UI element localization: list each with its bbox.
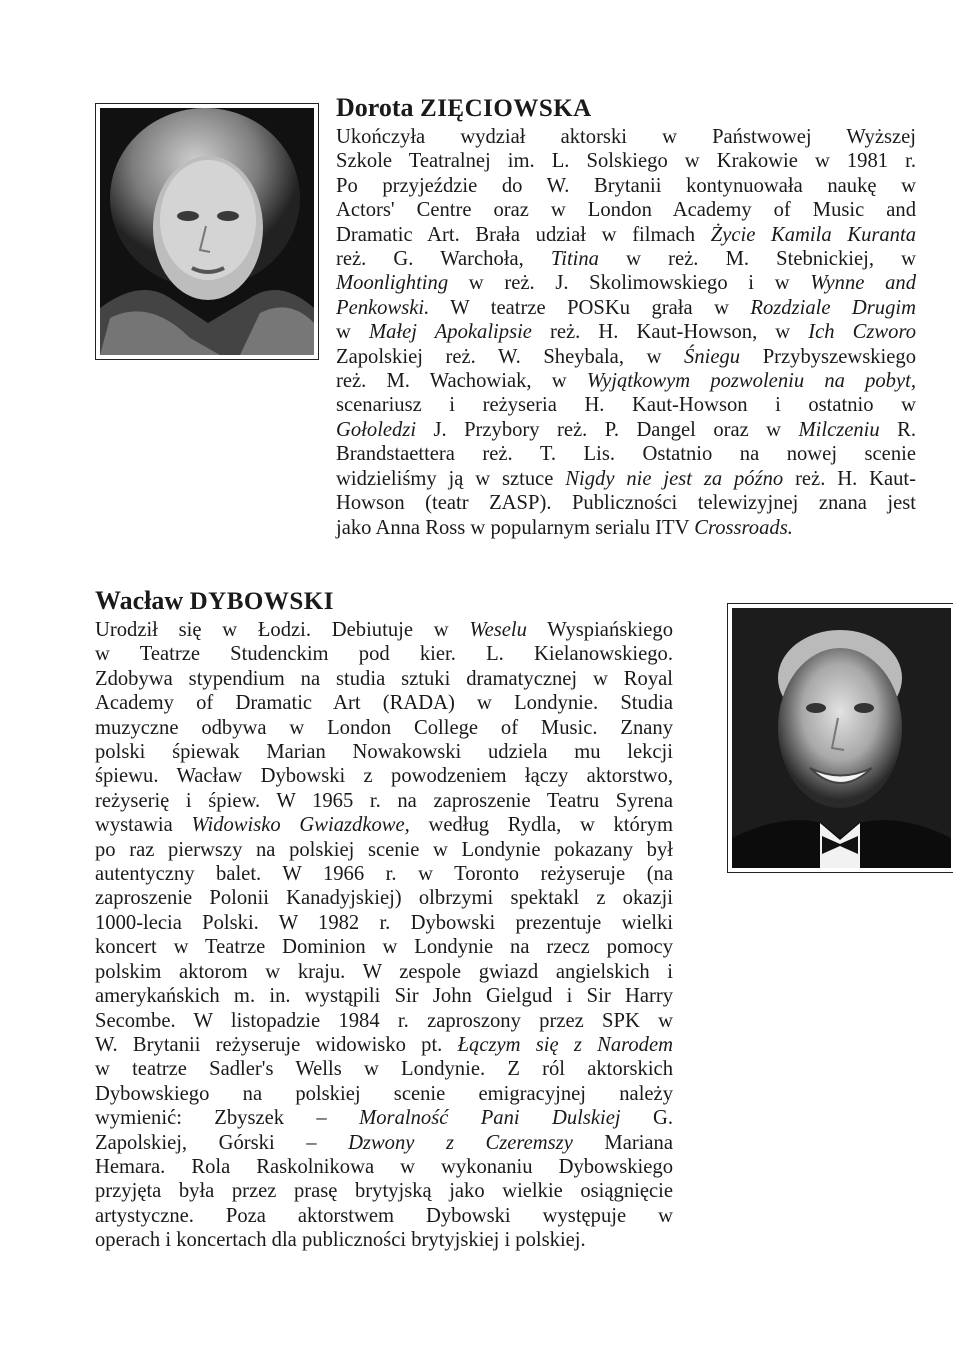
text-segment: Dramatic Art. Brała udział w filmach (336, 223, 711, 246)
bio-text-line (336, 516, 916, 540)
bio-text-line (336, 125, 916, 149)
title-italic: Crossroads. (694, 516, 793, 539)
title-italic: Wyjątkowym pozwoleniu na pobyt, (586, 370, 916, 393)
bio-text-line (95, 1082, 673, 1106)
bio-text-line (336, 442, 916, 466)
bio-text-line (95, 1131, 673, 1155)
text-segment: Secombe. W listopadzie 1984 r. zaproszony przez SPK w (95, 1009, 673, 1032)
bio-text-line (336, 223, 916, 247)
title-italic: Titina (550, 248, 599, 271)
text-segment: Urodził się w Łodzi. Debiutuje w (95, 619, 470, 641)
bio-text-line (95, 1179, 673, 1203)
text-segment: scenariusz i reżyseria H. Kaut-Howson i ostatnio w (336, 394, 916, 417)
bio-dorota-ziieciowska (336, 92, 916, 540)
text-segment: artystyczne. Poza aktorstwem Dybowski występuje w (95, 1204, 673, 1227)
bio-text-line (95, 716, 673, 740)
text-segment: Szkole Teatralnej im. L. Solskiego w Krakowie w 1981 r. (336, 150, 916, 173)
text-segment: R. (879, 418, 916, 441)
text-segment: reż. M. Wachowiak, w (336, 370, 587, 393)
title-italic: Wynne and (810, 272, 916, 295)
title-italic: Śniegu (684, 345, 741, 368)
bio-text-line (336, 247, 916, 271)
bio-text-line (95, 1106, 673, 1130)
first-name: Dorota (336, 93, 414, 122)
text-segment: Po przyjeździe do W. Brytanii kontynuowała naukę w (336, 174, 916, 197)
text-segment: muzyczne odbywa w London College of Music. Znany (95, 716, 673, 739)
bio-text-line (95, 789, 673, 813)
bio-text-line (95, 886, 673, 910)
bio-text-line (95, 667, 673, 691)
surname: DYBOWSKI (189, 588, 334, 615)
text-segment: polski śpiewak Marian Nowakowski udziela mu lekcji (95, 741, 673, 764)
bio-text-line (336, 467, 916, 491)
bio-text-line (95, 618, 673, 642)
bio-text-line (336, 418, 916, 442)
text-segment: po raz pierwszy na polskiej scenie w Londynie pokazany był (95, 838, 673, 861)
text-segment: Mariana (572, 1131, 673, 1154)
bio-waclaw-dybowski (95, 585, 675, 1253)
text-segment: reżyserię i śpiew. W 1965 r. na zaproszenie Teatru Syrena (95, 789, 673, 812)
text-segment: według Rydla, w którym (409, 814, 673, 837)
title-italic: Moralność Pani Dulskiej (359, 1107, 621, 1130)
bio-text-line (95, 862, 673, 886)
text-segment: amerykańskich m. in. wystąpili Sir John Gielgud i Sir Harry (95, 985, 673, 1008)
bio-text-line (336, 296, 916, 320)
text-segment: W. Brytanii reżyseruje widowisko pt. (95, 1033, 458, 1056)
text-segment: reż. G. Warchoła, (336, 248, 551, 271)
text-segment: wystawia (95, 814, 192, 837)
text-segment: w reż. J. Skolimowskiego i w (448, 272, 811, 295)
text-segment: reż. H. Kaut- (783, 467, 916, 490)
text-segment: Hemara. Rola Raskolnikowa w wykonaniu Dybowskiego (95, 1155, 673, 1178)
bio-text-line (336, 198, 916, 222)
bio-text-line (95, 935, 673, 959)
bio-text-line (336, 345, 916, 369)
text-segment: jako Anna Ross w popularnym serialu ITV (336, 516, 695, 539)
text-segment: operach i koncertach dla publiczności brytyjskiej i polskiej. (95, 1229, 586, 1252)
bio-text-line (95, 1009, 673, 1033)
bio-text-line (95, 1033, 673, 1057)
text-segment: W teatrze POSKu grała w (429, 296, 751, 319)
bio-name (95, 585, 675, 618)
text-segment: Academy of Dramatic Art (RADA) w Londynie. Studia (95, 692, 673, 715)
text-segment: widzieliśmy ją w sztuce (336, 467, 566, 490)
bio-text (95, 618, 673, 1253)
text-segment: Przybyszewskiego (740, 345, 916, 368)
bio-name (336, 92, 916, 125)
title-italic: Łączym się z Narodem (457, 1033, 673, 1056)
text-segment: Zdobywa stypendium na studia sztuki dramatycznej w Royal (95, 667, 673, 690)
text-segment: Brandstaettera reż. T. Lis. Ostatnio na nowej scenie (336, 443, 916, 466)
title-italic: Weselu (469, 619, 527, 641)
title-italic: Rozdziale Drugim (750, 296, 916, 319)
bio-text-line (95, 838, 673, 862)
title-italic: Ich Czworo (808, 321, 916, 344)
text-segment: śpiewu. Wacław Dybowski z powodzeniem łączy aktorstwo, (95, 765, 673, 788)
bio-text-line (336, 491, 916, 515)
bio-text-line (336, 320, 916, 344)
text-segment: wymienić: Zbyszek – (95, 1107, 360, 1130)
bio-text-line (95, 1155, 673, 1179)
title-italic: Małej Apokalipsie (368, 321, 532, 344)
bio-text-line (95, 984, 673, 1008)
bio-text-line (95, 764, 673, 788)
bio-text-line (95, 1057, 673, 1081)
bio-text-line (95, 642, 673, 666)
title-italic: Moonlighting (336, 272, 449, 295)
surname: ZIĘCIOWSKA (420, 95, 592, 122)
bio-text-line (95, 813, 673, 837)
text-segment: koncert w Teatrze Dominion w Londynie na rzecz pomocy (95, 936, 673, 959)
text-segment: G. (620, 1107, 673, 1130)
text-segment: 1000-lecia Polski. W 1982 r. Dybowski prezentuje wielki (95, 911, 673, 934)
bio-text-line (95, 1228, 673, 1252)
portrait-woman-image (100, 108, 314, 355)
portrait-photo-waclaw (727, 603, 953, 873)
title-italic: Nigdy nie jest za późno (565, 467, 784, 490)
title-italic: Życie Kamila Kuranta (710, 223, 916, 246)
text-segment: polskim aktorom w kraju. W zespole gwiazd angielskich i (95, 960, 673, 983)
text-segment: Zapolskiej, Górski – (95, 1131, 349, 1154)
bio-text-line (336, 149, 916, 173)
text-segment: Dybowskiego na polskiej scenie emigracyjnej należy (95, 1082, 673, 1105)
title-italic: Gołoledzi (336, 418, 417, 441)
text-segment: w (336, 321, 369, 344)
portrait-man-image (732, 608, 951, 868)
bio-text-line (336, 369, 916, 393)
text-segment: autentyczny balet. W 1966 r. w Toronto reżyseruje (na (95, 863, 673, 886)
text-segment: Zapolskiej reż. W. Sheybala, w (336, 345, 685, 368)
bio-text-line (336, 271, 916, 295)
text-segment: Actors' Centre oraz w London Academy of Music and (336, 199, 916, 222)
bio-text-line (95, 1204, 673, 1228)
text-segment: reż. H. Kaut-Howson, w (531, 321, 809, 344)
bio-text-line (95, 911, 673, 935)
text-segment: zaproszenie Polonii Kanadyjskiej) olbrzymi spektakl z okazji (95, 887, 673, 910)
title-italic: Milczeniu (798, 418, 880, 441)
bio-text-line (95, 740, 673, 764)
text-segment: Ukończyła wydział aktorski w Państwowej Wyższej (336, 126, 916, 148)
text-segment: J. Przybory reż. P. Dangel oraz w (416, 418, 799, 441)
bio-text-line (95, 960, 673, 984)
text-segment: w Teatrze Studenckim pod kier. L. Kielanowskiego. (95, 643, 673, 666)
text-segment: Wyspiańskiego (526, 619, 674, 641)
bio-text-line (336, 174, 916, 198)
bio-text-line (95, 691, 673, 715)
title-italic: Dzwony z Czeremszy (348, 1131, 573, 1154)
title-italic: Widowisko Gwiazdkowe, (191, 814, 410, 837)
bio-text (336, 125, 916, 540)
first-name: Wacław (95, 586, 184, 615)
portrait-photo-dorota (95, 103, 319, 360)
title-italic: Penkowski. (336, 296, 430, 319)
text-segment: przyjęta była przez prasę brytyjską jako wielkie osiągnięcie (95, 1180, 673, 1203)
text-segment: w teatrze Sadler's Wells w Londynie. Z ról aktorskich (95, 1058, 673, 1081)
bio-text-line (336, 393, 916, 417)
text-segment: w reż. M. Stebnickiej, w (598, 248, 916, 271)
text-segment: Howson (teatr ZASP). Publiczności telewizyjnej znana jest (336, 492, 916, 515)
